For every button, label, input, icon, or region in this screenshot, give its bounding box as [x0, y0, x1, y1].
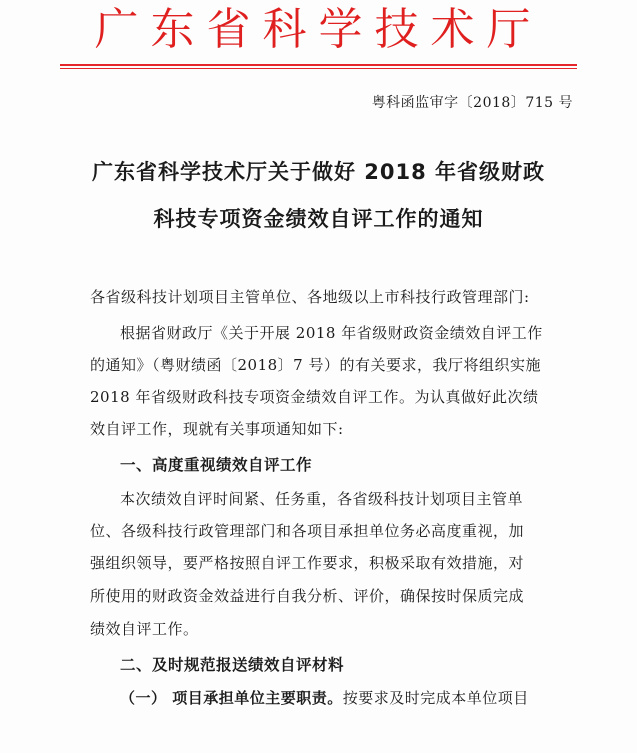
section1-line-1: 本次绩效自评时间紧、任务重，各省级科技计划项目主管单 [120, 490, 524, 508]
section1-heading: 一、高度重视绩效自评工作 [120, 456, 313, 474]
section1-line-2: 位、各级科技行政管理部门和各项目承担单位务必高度重视，加 [90, 522, 525, 540]
intro-line-2: 的通知》（粤财绩函〔2018〕7 号）的有关要求，我厅将组织实施 [90, 356, 541, 374]
subsection1-text: 按要求及时完成本单位项目 [342, 689, 529, 707]
section1-line-3: 强组织领导，要严格按照自评工作要求，积极采取有效措施，对 [90, 554, 525, 572]
section1-line-5: 绩效自评工作。 [90, 620, 199, 638]
intro-line-1: 根据省财政厅《关于开展 2018 年省级财政资金绩效自评工作 [120, 324, 543, 342]
document-number: 粤科函监审字〔2018〕715 号 [371, 95, 573, 111]
intro-line-4: 效自评工作，现就有关事项通知如下: [90, 420, 344, 438]
document-title-line2: 科技专项资金绩效自评工作的通知 [153, 207, 484, 231]
section1-line-4: 所使用的财政资金效益进行自我分析、评价，确保按时保质完成 [90, 587, 525, 605]
subsection1-heading: （一） 项目承担单位主要职责。 [120, 689, 343, 707]
issuer-header: 广东省科学技术厅 [94, 4, 543, 55]
addressee-line: 各省级科技计划项目主管单位、各地级以上市科技行政管理部门: [90, 288, 530, 306]
subsection1-line [120, 687, 580, 708]
header-red-rule-thin [60, 68, 577, 69]
document-title-line1: 广东省科学技术厅关于做好 2018 年省级财政 [91, 160, 546, 184]
intro-line-3: 2018 年省级财政科技专项资金绩效自评工作。为认真做好此次绩 [90, 388, 539, 406]
section2-heading: 二、及时规范报送绩效自评材料 [120, 656, 345, 674]
header-red-rule [60, 64, 577, 66]
